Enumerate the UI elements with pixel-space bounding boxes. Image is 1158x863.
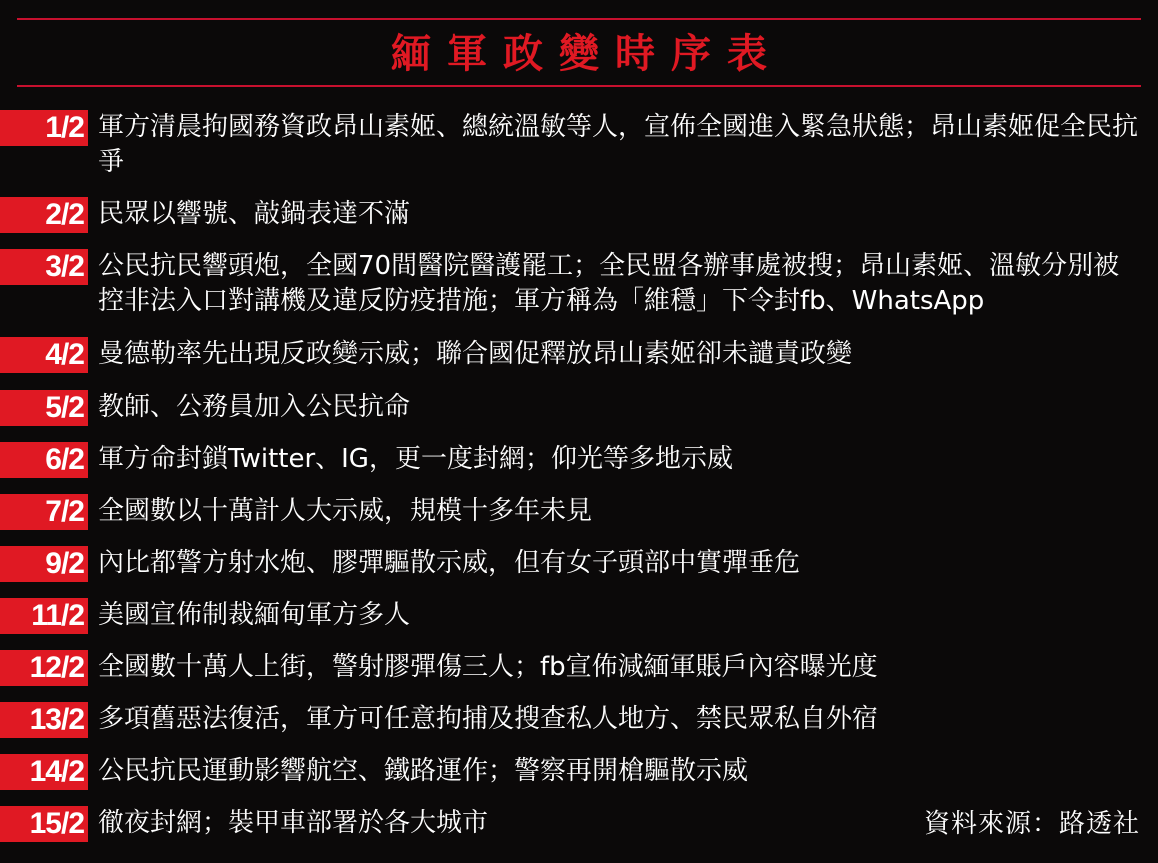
date-label: 12/2 <box>0 650 88 686</box>
date-label: 11/2 <box>0 598 88 634</box>
date-label: 9/2 <box>0 546 88 582</box>
event-text: 內比都警方射水炮、膠彈驅散示威，但有女子頭部中實彈垂危 <box>98 548 801 578</box>
event-text: 公民抗民運動影響航空、鐵路運作；警察再開槍驅散示威 <box>98 756 749 786</box>
event-text: 全國數以十萬計人大示威，規模十多年未見 <box>98 496 593 526</box>
event-text: 美國宣佈制裁緬甸軍方多人 <box>98 600 411 630</box>
event-text: 民眾以響號、敲鍋表達不滿 <box>98 199 411 229</box>
event-text: 全國數十萬人上街，警射膠彈傷三人；fb宣佈減緬軍賬戶內容曝光度 <box>98 652 878 682</box>
date-label: 5/2 <box>0 390 88 426</box>
event-text: 教師、公務員加入公民抗命 <box>98 392 411 422</box>
event-text: 曼德勒率先出現反政變示威；聯合國促釋放昂山素姬卻未譴責政變 <box>98 339 853 369</box>
date-label: 6/2 <box>0 442 88 478</box>
date-label: 4/2 <box>0 337 88 373</box>
event-text: 軍方清晨拘國務資政昂山素姬、總統溫敏等人，宣佈全國進入緊急狀態；昂山素姬促全民抗爭 <box>98 112 1139 177</box>
date-label: 15/2 <box>0 806 88 842</box>
title-bottom-rule <box>17 85 1141 87</box>
event-text: 公民抗民響頭炮，全國70間醫院醫護罷工；全民盟各辦事處被搜；昂山素姬、溫敏分別被控非法入口對講機及違反防疫措施；軍方稱為「維穩」下令封fb、WhatsApp <box>98 251 1120 316</box>
date-label: 1/2 <box>0 110 88 146</box>
date-label: 13/2 <box>0 702 88 738</box>
date-label: 7/2 <box>0 494 88 530</box>
date-label: 2/2 <box>0 197 88 233</box>
event-text: 徹夜封網；裝甲車部署於各大城市 <box>98 808 489 838</box>
date-label: 3/2 <box>0 249 88 285</box>
title-top-rule <box>17 18 1141 20</box>
page-title: 緬軍政變時序表 <box>391 31 783 77</box>
source-credit: 資料來源：路透社 <box>923 809 1140 839</box>
event-text: 軍方命封鎖Twitter、IG，更一度封網；仰光等多地示威 <box>98 444 733 474</box>
event-text: 多項舊惡法復活，軍方可任意拘捕及搜查私人地方、禁民眾私自外宿 <box>98 704 879 734</box>
date-label: 14/2 <box>0 754 88 790</box>
